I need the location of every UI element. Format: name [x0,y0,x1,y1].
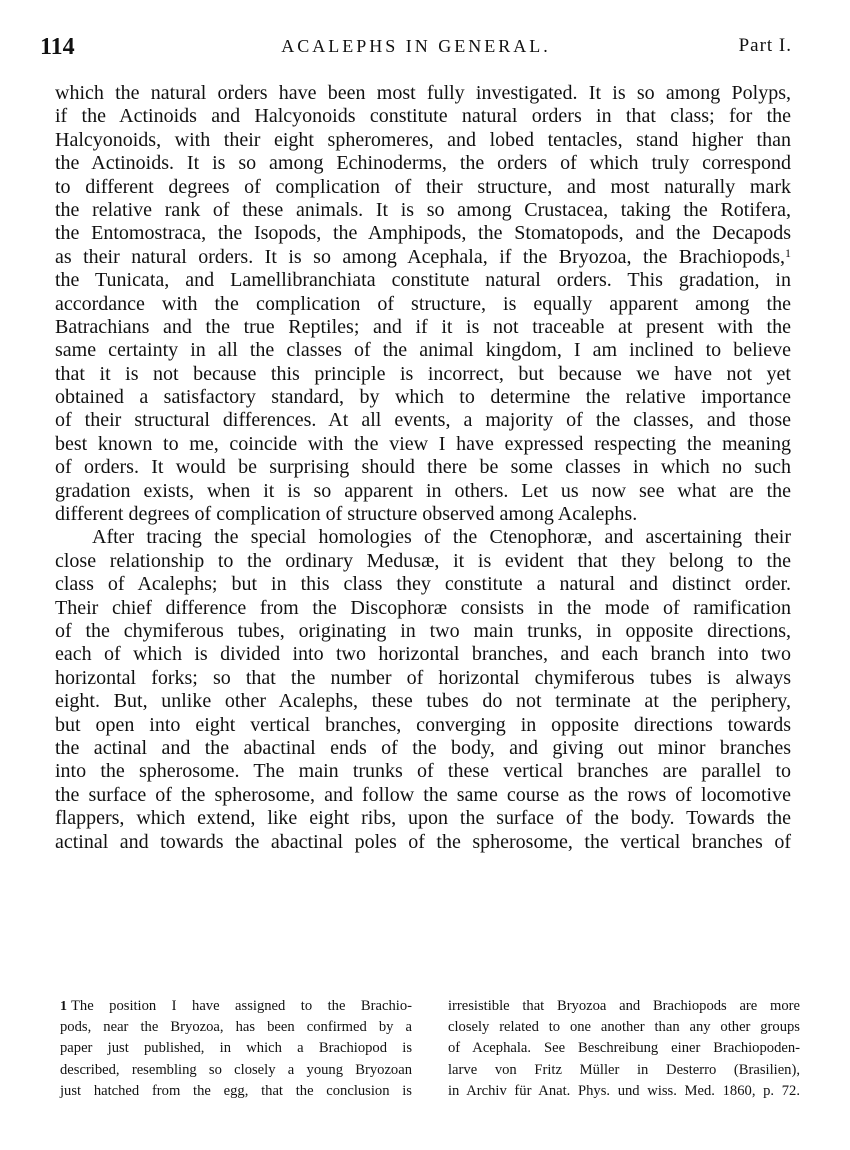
text-line: that it is not because this principle is incorrect, but because we have not yet [55,362,791,385]
text-line: of the chymiferous tubes, originating in two main trunks, in opposite directions, [55,619,791,642]
footnote-line-text: The position I have assigned to the Brachio- [71,998,412,1014]
footnote-line: larve von Fritz Müller in Desterro (Brasilien), [448,1061,800,1078]
text-line: accordance with the complication of structure, is equally apparent among the [55,292,791,315]
text-line-with-footnote-ref [55,246,791,269]
footnote-line: paper just published, in which a Brachiopod is [60,1040,412,1057]
text-line: to different degrees of complication of their structure, and most naturally mark [55,175,791,198]
footnote-reference: 1 [785,245,791,260]
body-text [55,82,791,854]
footnote-line: described, resembling so closely a young Bryozoan [60,1061,412,1078]
text-line: but open into eight vertical branches, converging in opposite directions towards [55,713,791,736]
text-line: class of Acalephs; but in this class they constitute a natural and distinct order. [55,573,791,596]
text-line: the Actinoids. It is so among Echinoderms, the orders of which truly correspond [55,152,791,175]
text-line: if the Actinoids and Halcyonoids constitute natural orders in that class; for the [55,105,791,128]
footnote-line: closely related to one another than any other groups [448,1019,800,1036]
text-line: horizontal forks; so that the number of horizontal chymiferous tubes is always [55,666,791,689]
text-line: Halcyonoids, with their eight spheromeres, and lobed tentacles, stand higher than [55,128,791,151]
text-line-content: as their natural orders. It is so among Acephala, if the Bryozoa, the Brachiopods, [55,245,785,268]
text-line: obtained a satisfactory standard, by which to determine the relative importance [55,386,791,409]
footnote-line: irresistible that Bryozoa and Brachiopods are more [448,998,800,1014]
text-line: the relative rank of these animals. It is so among Crustacea, taking the Rotifera, [55,198,791,221]
footnote-line: of Acephala. See Beschreibung einer Brachiopoden- [448,1040,800,1057]
text-line: Batrachians and the true Reptiles; and if it is not traceable at present with the [55,315,791,338]
footnote-line: in Archiv für Anat. Phys. und wiss. Med. 1860, p. 72. [448,1082,800,1099]
text-line: the surface of the spherosome, and follow the same course as the rows of locomotive [55,783,791,806]
footnote-column-right [448,996,800,1102]
page-number: 114 [40,34,75,60]
running-title: ACALEPHS IN GENERAL. [281,36,551,56]
text-line: Their chief difference from the Discophoræ consists in the mode of ramification [55,596,791,619]
text-line: best known to me, coincide with the view I have expressed respecting the meaning [55,432,791,455]
text-line: which the natural orders have been most fully investigated. It is so among Polyps, [55,82,791,104]
text-line: eight. But, unlike other Acalephs, these tubes do not terminate at the periphery, [55,690,791,713]
footnote-column-left [60,996,412,1102]
text-line: the actinal and the abactinal ends of the body, and giving out minor branches [55,736,791,759]
running-header [40,34,792,64]
footnote-number: 1 [60,999,67,1014]
text-line: gradation exists, when it is so apparent in others. Let us now see what are the [55,479,791,502]
footnote-line: just hatched from the egg, that the conclusion is [60,1082,412,1099]
text-line: the Tunicata, and Lamellibranchiata constitute natural orders. This gradation, in [55,269,791,292]
text-line: of orders. It would be surprising should there be some classes in which no such [55,456,791,479]
paragraph-first-line: After tracing the special homologies of the Ctenophoræ, and ascertaining their [92,526,791,549]
text-line: actinal and towards the abactinal poles of the spherosome, the vertical branches of [55,830,791,853]
text-line: different degrees of complication of structure observed among Acalephs. [55,503,638,526]
footnote-line: pods, near the Bryozoa, has been confirmed by a [60,1019,412,1036]
text-line: the Entomostraca, the Isopods, the Amphipods, the Stomatopods, and the Decapods [55,222,791,245]
footnote-line [60,996,412,1017]
part-label: Part I. [738,35,792,56]
text-line: each of which is divided into two horizontal branches, and each branch into two [55,643,791,666]
text-line: flappers, which extend, like eight ribs, upon the surface of the body. Towards the [55,807,791,830]
text-line: into the spherosome. The main trunks of these vertical branches are parallel to [55,760,791,783]
text-line: close relationship to the ordinary Medusæ, it is evident that they belong to the [55,549,791,572]
text-line: of their structural differences. At all events, a majority of the classes, and those [55,409,791,432]
text-line: same certainty in all the classes of the animal kingdom, I am inclined to believe [55,339,791,362]
